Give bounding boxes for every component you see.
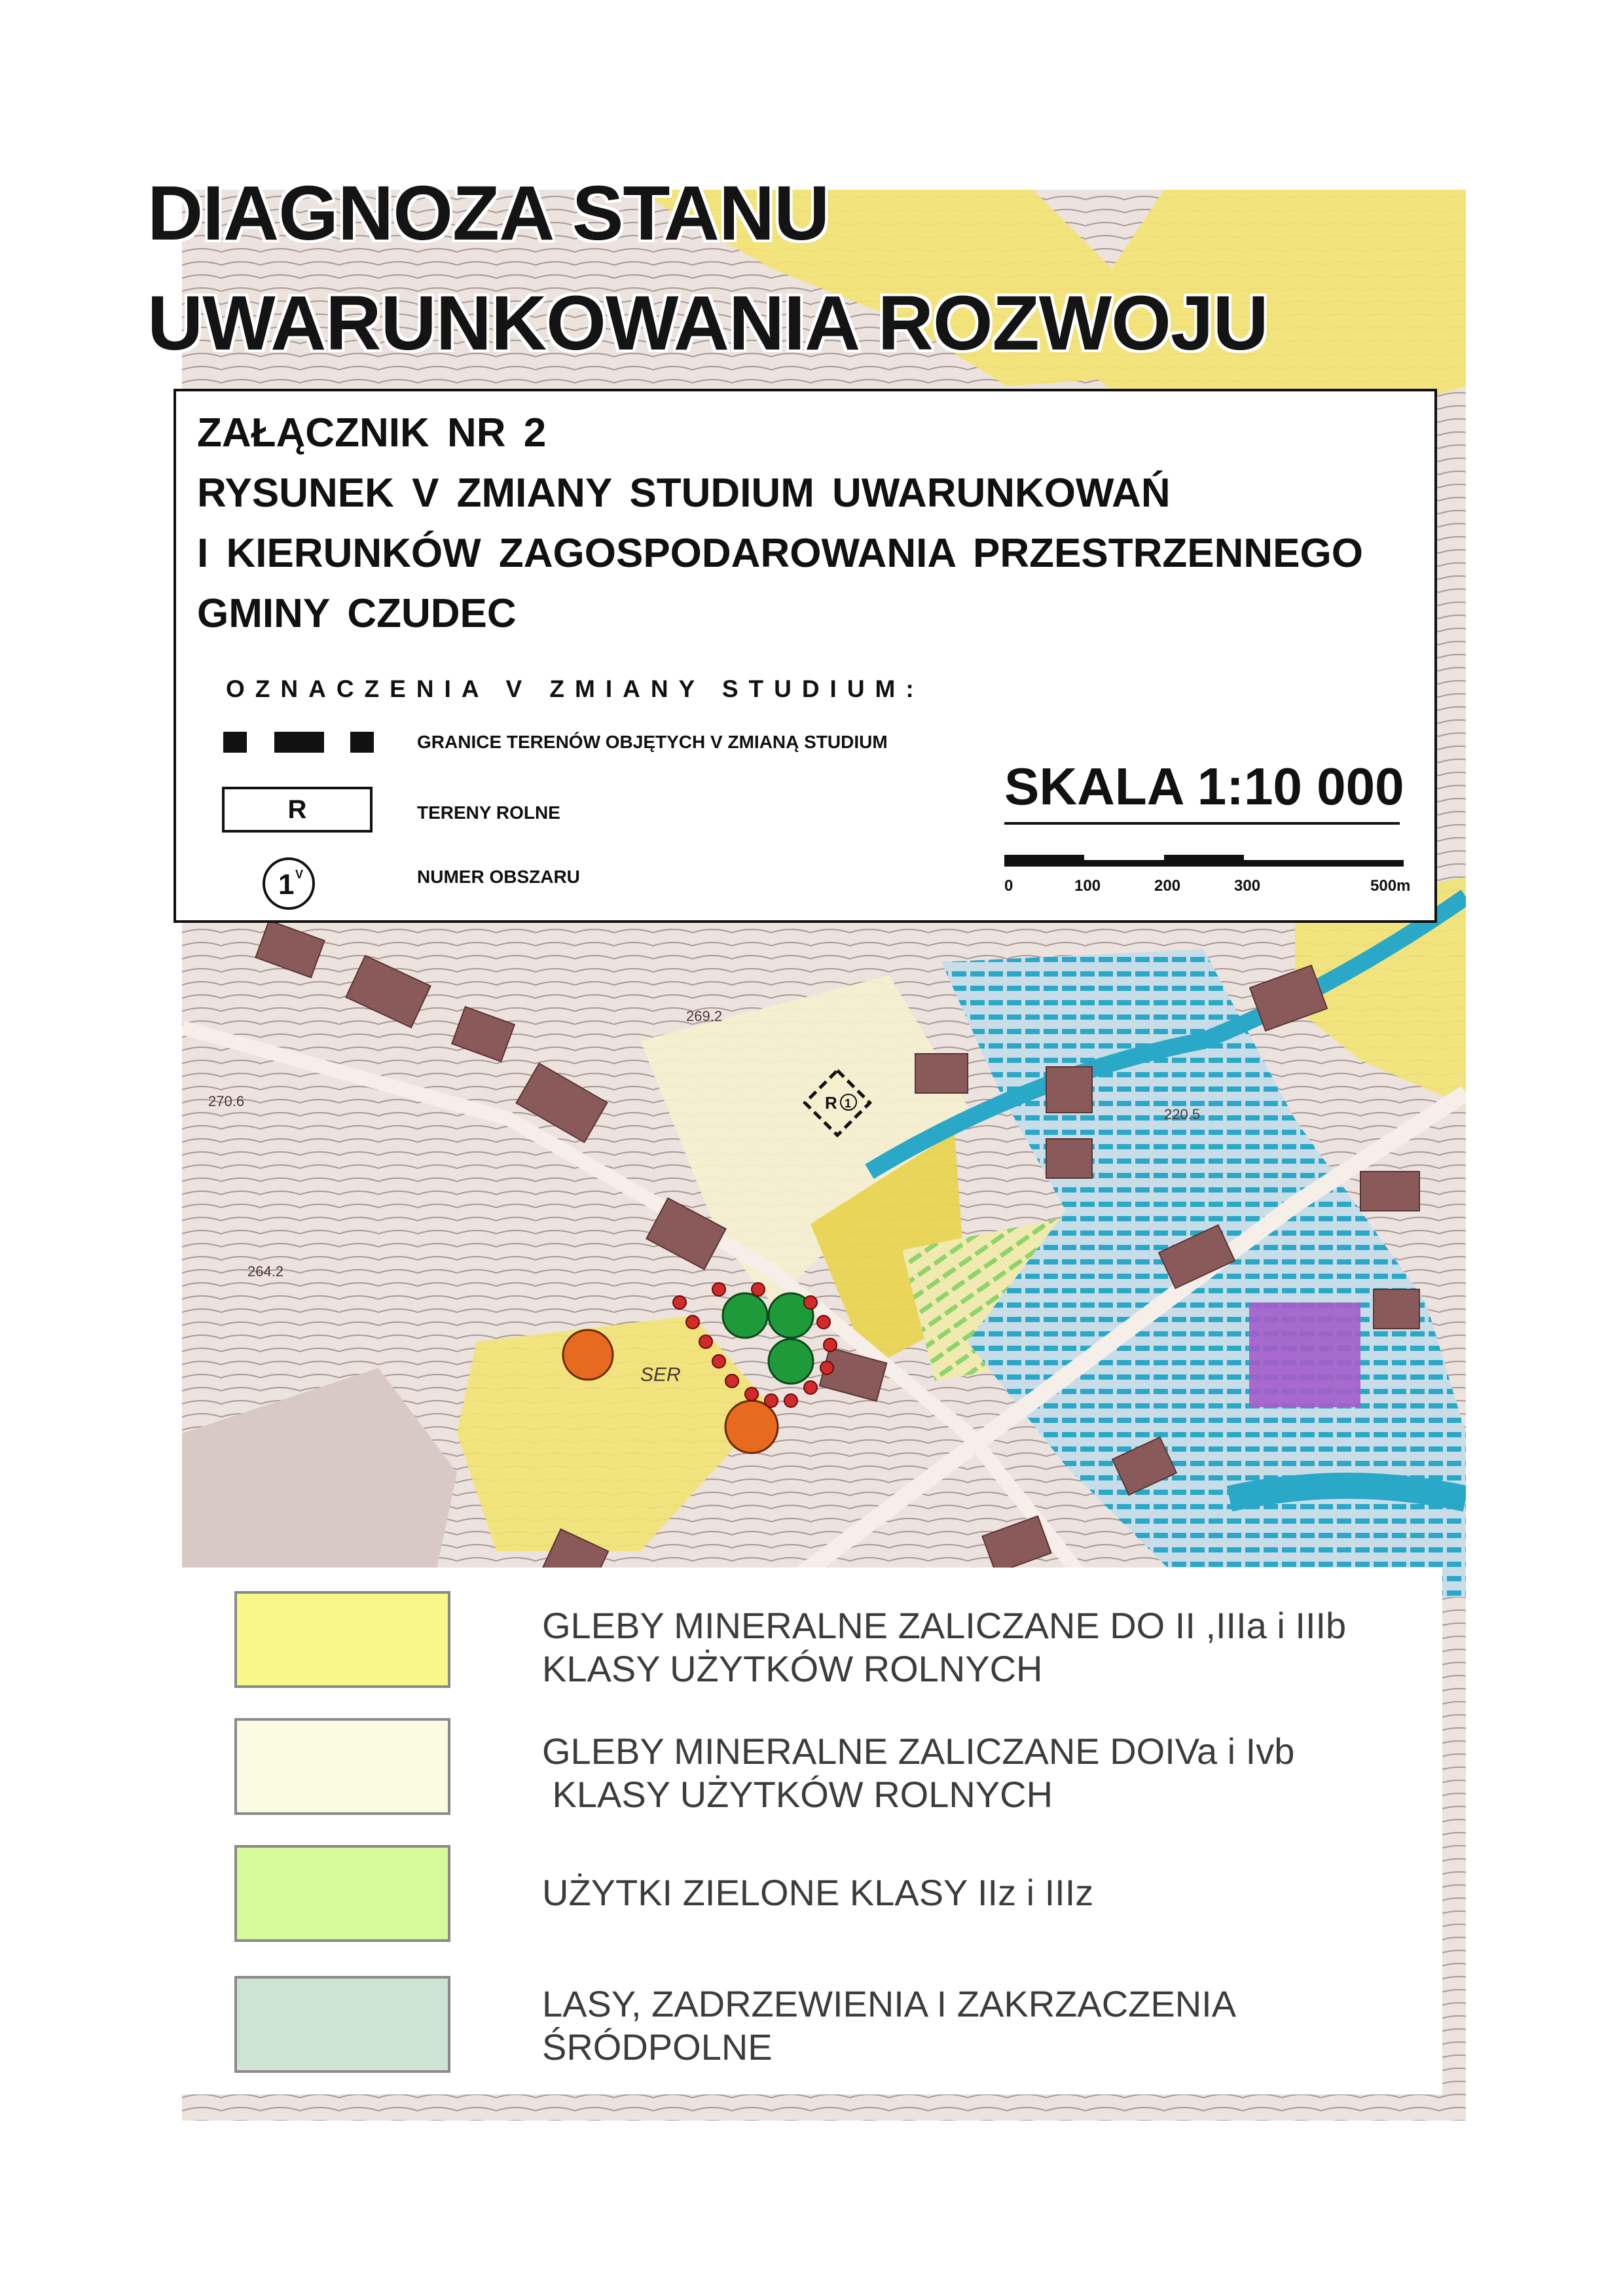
- legend-label-area-number: NUMER OBSZARU: [417, 867, 580, 887]
- soil-legend-line: GLEBY MINERALNE ZALICZANE DO II ,IIIa i IIIb: [542, 1605, 1347, 1646]
- area-number-superscript: V: [295, 868, 304, 881]
- area-number-label: 1: [845, 1097, 852, 1110]
- soil-swatch-class-2-3: [234, 1591, 450, 1688]
- title-line-2: UWARUNKOWANIA ROZWOJU: [147, 280, 1268, 367]
- scale-tick: 300: [1234, 877, 1261, 895]
- elevation-label: 269.2: [686, 1008, 723, 1024]
- drawing-title-line-3: GMINY CZUDEC: [197, 591, 517, 636]
- legend-label-boundary: GRANICE TERENÓW OBJĘTYCH V ZMIANĄ STUDIUM: [417, 732, 888, 752]
- dashed-boundary-symbol: [223, 729, 374, 755]
- scale-bar: [1004, 848, 1404, 868]
- soil-legend-item: [234, 1591, 1413, 1689]
- info-box: [173, 389, 1437, 923]
- info-heading: [197, 403, 1363, 644]
- legend-title: OZNACZENIA V ZMIANY STUDIUM:: [226, 675, 924, 702]
- soil-legend-text: [542, 1982, 1236, 2069]
- attachment-label: ZAŁĄCZNIK NR 2: [197, 410, 547, 456]
- soil-swatch-forest: [234, 1976, 450, 2073]
- soil-legend-item: [234, 1845, 1413, 1943]
- service-area: [1249, 1302, 1360, 1407]
- elevation-label: 270.6: [208, 1093, 245, 1109]
- area-marker-label: R: [825, 1093, 837, 1113]
- soil-legend: [182, 1568, 1442, 2094]
- area-number-digit: 1: [278, 869, 295, 901]
- agricultural-symbol: R: [222, 787, 373, 833]
- legend-label-agricultural: TERENY ROLNE: [417, 802, 560, 823]
- drawing-title-line-1: RYSUNEK V ZMIANY STUDIUM UWARUNKOWAŃ: [197, 471, 1171, 516]
- title-line-1: DIAGNOZA STANU: [147, 170, 830, 257]
- scale-title: SKALA 1:10 000: [1004, 757, 1404, 816]
- green-marker: [723, 1293, 767, 1338]
- soil-legend-line: ŚRÓDPOLNE: [542, 2026, 773, 2068]
- scale-tick: 500m: [1370, 877, 1411, 895]
- soil-swatch-meadow: [234, 1845, 450, 1942]
- soil-legend-line: LASY, ZADRZEWIENIA I ZAKRZACZENIA: [542, 1983, 1237, 2024]
- place-label: SER: [640, 1364, 681, 1386]
- soil-legend-line: GLEBY MINERALNE ZALICZANE DOIVa i Ivb: [542, 1731, 1295, 1772]
- elevation-label: 220.5: [1164, 1106, 1201, 1122]
- soil-legend-line: KLASY UŻYTKÓW ROLNYCH: [542, 1774, 1053, 1815]
- soil-swatch-class-4: [234, 1718, 450, 1815]
- soil-legend-item: [234, 1976, 1413, 2074]
- area-number-symbol: [261, 856, 316, 911]
- scale-tick: 200: [1154, 877, 1181, 895]
- scale-tick: 100: [1074, 877, 1101, 895]
- document-title: [147, 158, 1268, 378]
- orange-marker: [725, 1401, 778, 1453]
- soil-legend-line: UŻYTKI ZIELONE KLASY IIz i IIIz: [542, 1872, 1094, 1913]
- orange-marker: [563, 1330, 613, 1380]
- green-marker: [769, 1339, 813, 1384]
- elevation-label: 264.2: [247, 1263, 284, 1280]
- scale-underline: [1004, 822, 1400, 825]
- river-south: [1230, 1486, 1466, 1499]
- soil-legend-text: [542, 1604, 1346, 1691]
- soil-legend-text: [542, 1730, 1294, 1816]
- soil-legend-text: [542, 1871, 1093, 1914]
- scale-tick: 0: [1004, 877, 1013, 895]
- drawing-title-line-2: I KIERUNKÓW ZAGOSPODAROWANIA PRZESTRZENNEGO: [197, 531, 1363, 576]
- soil-legend-item: [234, 1718, 1413, 1816]
- soil-legend-line: KLASY UŻYTKÓW ROLNYCH: [542, 1648, 1043, 1689]
